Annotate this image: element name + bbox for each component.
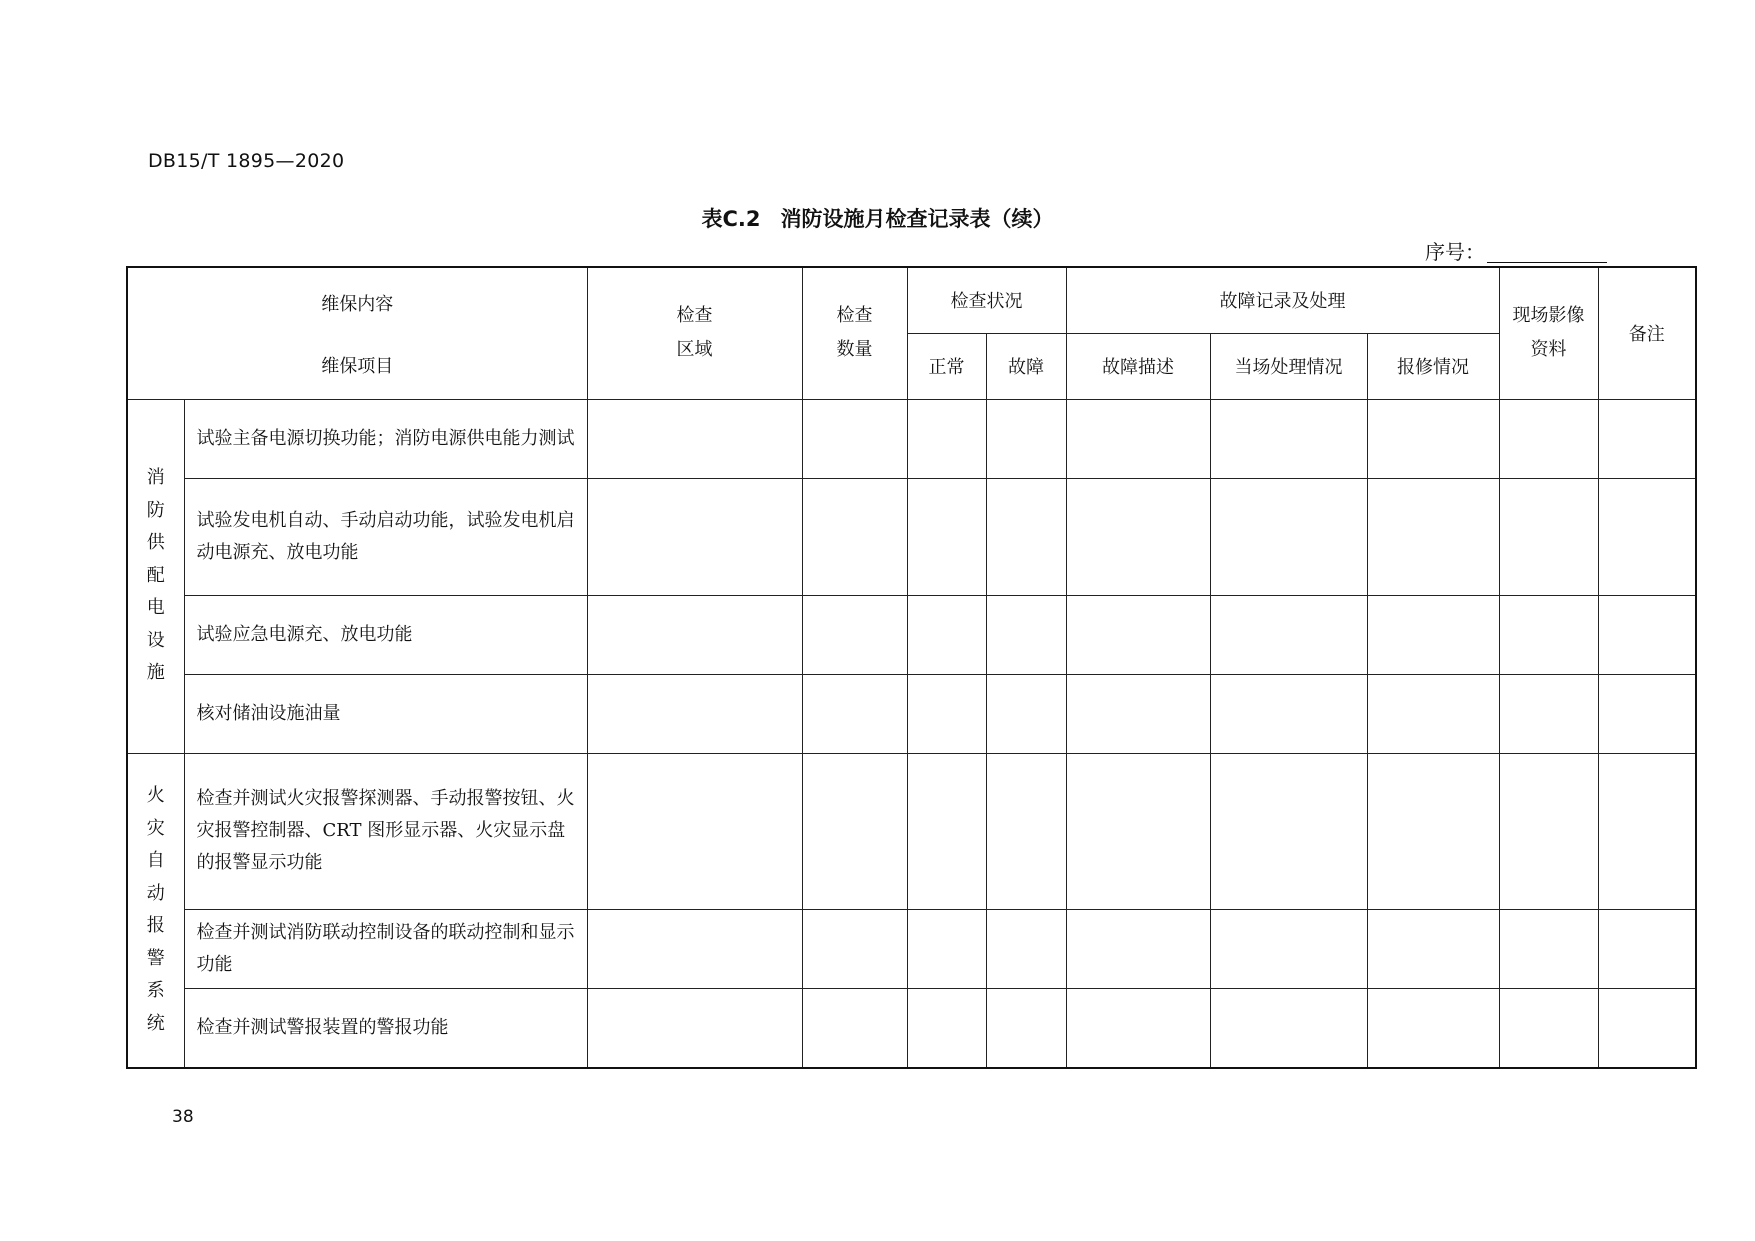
table-row: [127, 674, 1696, 753]
table-row: [127, 753, 1696, 909]
category-char: 动: [146, 882, 165, 904]
item-text: 核对储油设施油量: [184, 674, 587, 753]
item-text: 试验应急电源充、放电功能: [184, 595, 587, 674]
item-text: 试验发电机自动、手动启动功能，试验发电机启动电源充、放电功能: [184, 478, 587, 595]
table-title: [0, 203, 1755, 233]
category-char: 自: [146, 850, 165, 872]
input-cell[interactable]: [587, 478, 802, 595]
input-cell[interactable]: [1210, 988, 1367, 1068]
input-cell[interactable]: [1210, 674, 1367, 753]
table-row: [127, 909, 1696, 988]
table-row: [127, 399, 1696, 478]
header-status-fault: 故障: [986, 333, 1066, 399]
input-cell[interactable]: [1367, 753, 1499, 909]
input-cell[interactable]: [587, 909, 802, 988]
input-cell[interactable]: [802, 909, 907, 988]
category-char: 消: [146, 467, 165, 489]
input-cell[interactable]: [907, 595, 986, 674]
input-cell[interactable]: [1066, 399, 1210, 478]
header-photo: [1499, 267, 1598, 399]
category-char: 统: [146, 1012, 165, 1034]
category-char: 防: [146, 499, 165, 521]
serial-number-field: [1425, 236, 1607, 265]
header-photo-line-1: 现场影像: [1512, 305, 1585, 327]
input-cell[interactable]: [1210, 753, 1367, 909]
input-cell[interactable]: [1598, 478, 1696, 595]
input-cell[interactable]: [1210, 478, 1367, 595]
item-text: 检查并测试消防联动控制设备的联动控制和显示功能: [184, 909, 587, 988]
input-cell[interactable]: [1499, 753, 1598, 909]
category-char: 警: [146, 947, 165, 969]
input-cell[interactable]: [802, 595, 907, 674]
input-cell[interactable]: [1598, 988, 1696, 1068]
header-quantity-line-2: 数量: [836, 339, 873, 361]
item-text: 检查并测试警报装置的警报功能: [184, 988, 587, 1068]
input-cell[interactable]: [907, 399, 986, 478]
header-fault-desc: 故障描述: [1066, 333, 1210, 399]
document-code: DB15/T 1895—2020: [148, 150, 345, 172]
input-cell[interactable]: [1499, 988, 1598, 1068]
input-cell[interactable]: [1499, 674, 1598, 753]
input-cell[interactable]: [802, 753, 907, 909]
input-cell[interactable]: [1210, 909, 1367, 988]
header-project: 维保项目: [321, 356, 394, 377]
input-cell[interactable]: [1367, 399, 1499, 478]
header-row-1: [127, 267, 1696, 333]
input-cell[interactable]: [907, 674, 986, 753]
input-cell[interactable]: [1367, 478, 1499, 595]
input-cell[interactable]: [1499, 478, 1598, 595]
header-quantity-line-1: 检查: [836, 305, 873, 327]
input-cell[interactable]: [587, 988, 802, 1068]
input-cell[interactable]: [1499, 399, 1598, 478]
input-cell[interactable]: [986, 595, 1066, 674]
table-title-text: 消防设施月检查记录表（续）: [780, 207, 1054, 231]
input-cell[interactable]: [1598, 674, 1696, 753]
page-number: 38: [172, 1107, 194, 1127]
category-cell-fire-alarm: [127, 753, 184, 1068]
input-cell[interactable]: [986, 478, 1066, 595]
serial-blank-line: [1487, 261, 1607, 263]
input-cell[interactable]: [802, 988, 907, 1068]
input-cell[interactable]: [1066, 674, 1210, 753]
input-cell[interactable]: [1066, 909, 1210, 988]
input-cell[interactable]: [986, 399, 1066, 478]
input-cell[interactable]: [1210, 595, 1367, 674]
input-cell[interactable]: [986, 988, 1066, 1068]
input-cell[interactable]: [1499, 595, 1598, 674]
item-text: 检查并测试火灾报警探测器、手动报警按钮、火灾报警控制器、CRT 图形显示器、火灾显示盘的报警显示功能: [184, 753, 587, 909]
input-cell[interactable]: [587, 399, 802, 478]
table-row: [127, 988, 1696, 1068]
header-fault-record: 故障记录及处理: [1066, 267, 1499, 333]
category-char: 火: [146, 785, 165, 807]
input-cell[interactable]: [802, 399, 907, 478]
header-area-line-2: 区域: [676, 339, 713, 361]
header-quantity: [802, 267, 907, 399]
input-cell[interactable]: [1367, 595, 1499, 674]
header-remarks: 备注: [1598, 267, 1696, 399]
table-row: [127, 595, 1696, 674]
inspection-record-table: [126, 266, 1697, 1069]
category-char: 电: [146, 597, 165, 619]
header-content: 维保内容: [321, 294, 394, 315]
input-cell[interactable]: [1598, 399, 1696, 478]
input-cell[interactable]: [1367, 909, 1499, 988]
input-cell[interactable]: [907, 478, 986, 595]
input-cell[interactable]: [1066, 988, 1210, 1068]
input-cell[interactable]: [907, 988, 986, 1068]
category-char: 报: [146, 915, 165, 937]
input-cell[interactable]: [802, 674, 907, 753]
input-cell[interactable]: [1367, 674, 1499, 753]
input-cell[interactable]: [587, 595, 802, 674]
header-area-line-1: 检查: [676, 305, 713, 327]
input-cell[interactable]: [986, 753, 1066, 909]
input-cell[interactable]: [1210, 399, 1367, 478]
input-cell[interactable]: [1066, 753, 1210, 909]
input-cell[interactable]: [1066, 595, 1210, 674]
input-cell[interactable]: [1598, 753, 1696, 909]
input-cell[interactable]: [907, 753, 986, 909]
category-char: 设: [146, 629, 165, 651]
input-cell[interactable]: [587, 674, 802, 753]
header-photo-line-2: 资料: [1530, 339, 1567, 361]
category-char: 配: [146, 564, 165, 586]
header-fault-repair: 报修情况: [1367, 333, 1499, 399]
input-cell[interactable]: [907, 909, 986, 988]
input-cell[interactable]: [1499, 909, 1598, 988]
input-cell[interactable]: [802, 478, 907, 595]
table-row: [127, 478, 1696, 595]
input-cell[interactable]: [1598, 909, 1696, 988]
header-fault-onsite: 当场处理情况: [1210, 333, 1367, 399]
header-status: 检查状况: [907, 267, 1066, 333]
input-cell[interactable]: [1367, 988, 1499, 1068]
header-content-project: [127, 267, 587, 399]
category-cell-power-supply: [127, 399, 184, 753]
serial-label: 序号：: [1425, 240, 1485, 264]
input-cell[interactable]: [986, 909, 1066, 988]
table-label: 表C.2: [701, 207, 761, 231]
input-cell[interactable]: [587, 753, 802, 909]
category-char: 施: [146, 662, 165, 684]
input-cell[interactable]: [986, 674, 1066, 753]
category-char: 供: [146, 532, 165, 554]
header-area: [587, 267, 802, 399]
input-cell[interactable]: [1598, 595, 1696, 674]
header-status-normal: 正常: [907, 333, 986, 399]
input-cell[interactable]: [1066, 478, 1210, 595]
item-text: 试验主备电源切换功能；消防电源供电能力测试: [184, 399, 587, 478]
category-char: 系: [146, 980, 165, 1002]
category-char: 灾: [146, 817, 165, 839]
